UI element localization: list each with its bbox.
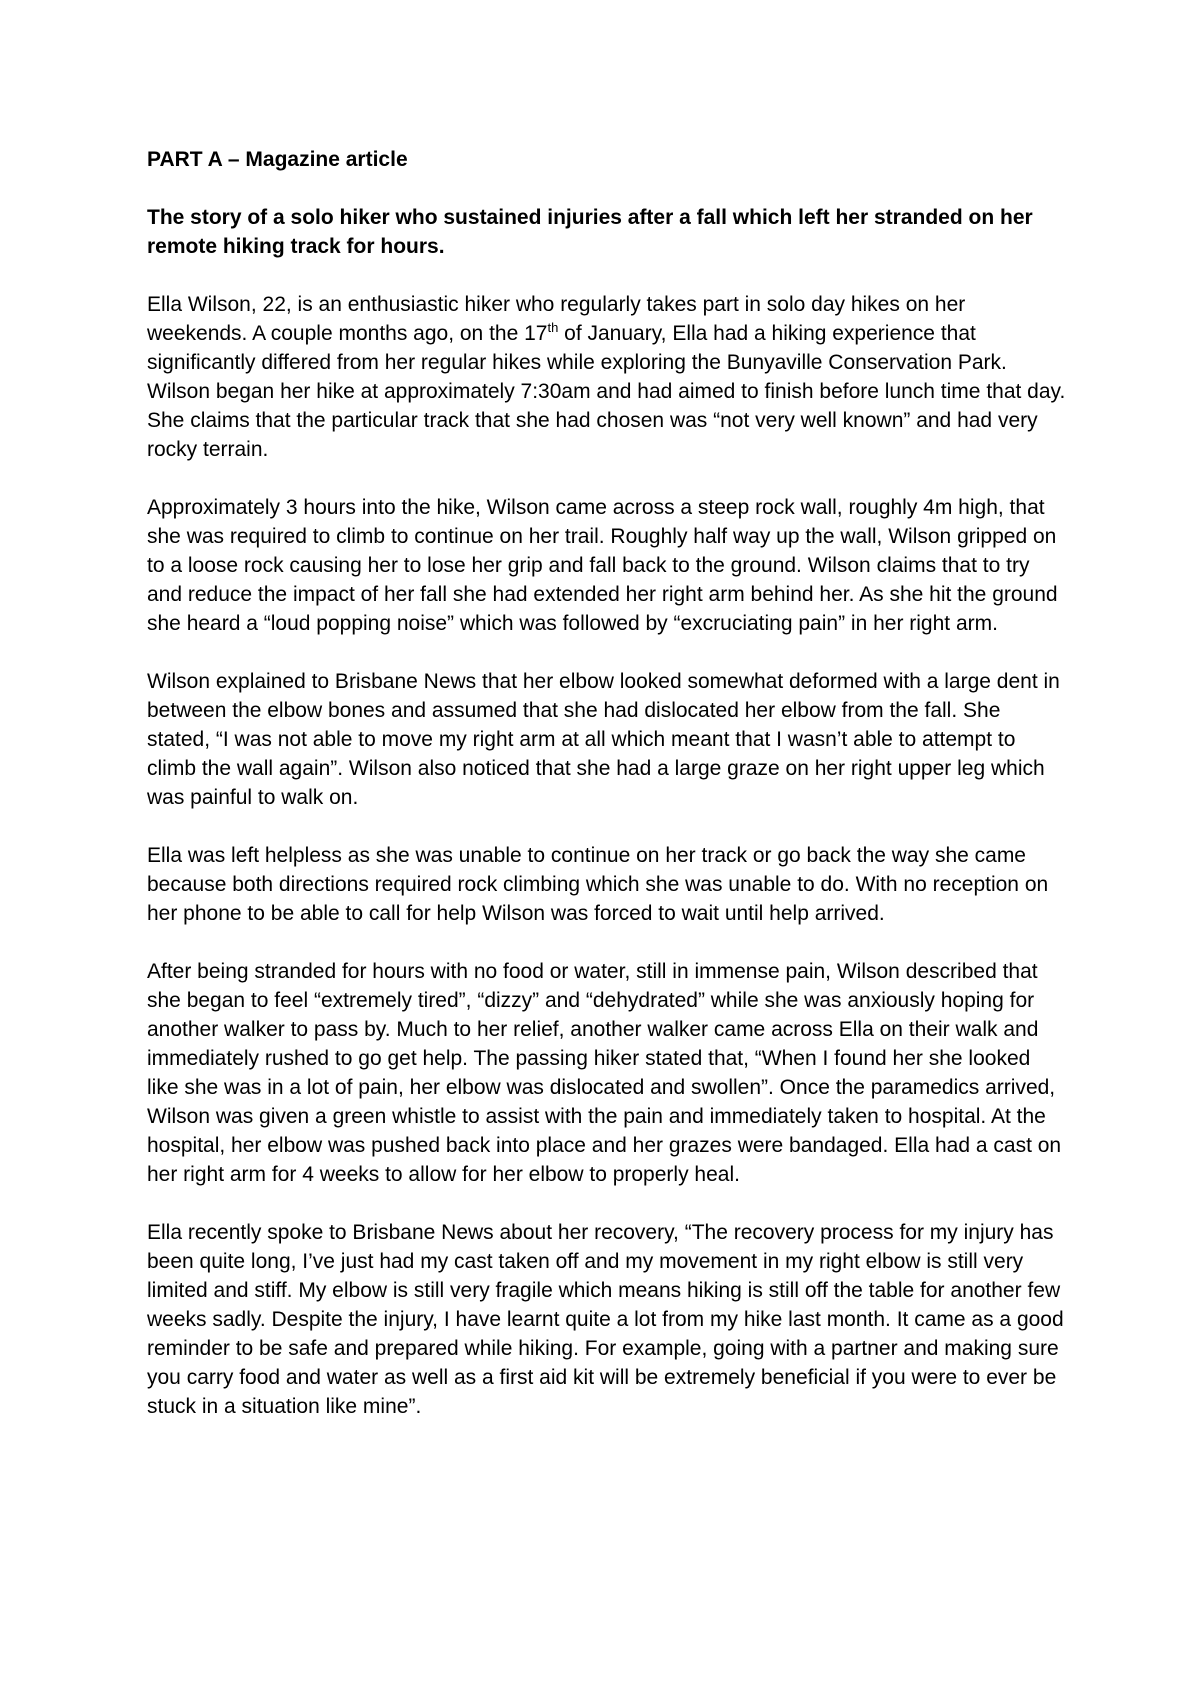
part-title: PART A – Magazine article (147, 148, 408, 171)
paragraph-1 (147, 290, 1067, 464)
paragraph-6: Ella recently spoke to Brisbane News about her recovery, “The recovery process for my injury has been quite long, I’ve just had my cast taken off and my movement in my right elbow is still very limited and stiff. My elbow is still very fragile which means hiking is still off the table for another few weeks sadly. Despite the injury, I have learnt quite a lot from my hike last month. It came as a good reminder to be safe and prepared while hiking. For example, going with a partner and making sure you carry food and water as well as a first aid kit will be extremely beneficial if you were to ever be stuck in a situation like mine”. (147, 1221, 1064, 1418)
document-page (147, 145, 1067, 1450)
paragraph-1-text-a: Ella Wilson, 22, is an enthusiastic hiker who regularly takes part in solo day hikes on her weekends. A couple months ago, on the 17 (147, 293, 966, 345)
paragraph-1-text-b: of January, Ella had a hiking experience that significantly differed from her regular hikes while exploring the Bunyaville Conservation Park. Wilson began her hike at approximately 7:30am and had aimed to finish before lunch time that day. She claims that the particular track that she had chosen was “not very well known” and had very rocky terrain. (147, 322, 1066, 461)
ordinal-suffix: th (547, 320, 559, 335)
paragraph-3: Wilson explained to Brisbane News that her elbow looked somewhat deformed with a large dent in between the elbow bones and assumed that she had dislocated her elbow from the fall. She stated, “I was not able to move my right arm at all which meant that I wasn’t able to attempt to climb the wall again”. Wilson also noticed that she had a large graze on her right upper leg which was painful to walk on. (147, 670, 1060, 809)
paragraph-4: Ella was left helpless as she was unable to continue on her track or go back the way she came because both directions required rock climbing which she was unable to do. With no reception on her phone to be able to call for help Wilson was forced to wait until help arrived. (147, 844, 1049, 925)
paragraph-2: Approximately 3 hours into the hike, Wilson came across a steep rock wall, roughly 4m high, that she was required to climb to continue on her trail. Roughly half way up the wall, Wilson gripped on to a loose rock causing her to lose her grip and fall back to the ground. Wilson claims that to try and reduce the impact of her fall she had extended her right arm behind her. As she hit the ground she heard a “loud popping noise” which was followed by “excruciating pain” in her right arm. (147, 496, 1058, 635)
article-subtitle: The story of a solo hiker who sustained injuries after a fall which left her stranded on her remote hiking track for hours. (147, 206, 1033, 258)
paragraph-5: After being stranded for hours with no food or water, still in immense pain, Wilson described that she began to feel “extremely tired”, “dizzy” and “dehydrated” while she was anxiously hoping for another walker to pass by. Much to her relief, another walker came across Ella on their walk and immediately rushed to go get help. The passing hiker stated that, “When I found her she looked like she was in a lot of pain, her elbow was dislocated and swollen”. Once the paramedics arrived, Wilson was given a green whistle to assist with the pain and immediately taken to hospital. At the hospital, her elbow was pushed back into place and her grazes were bandaged. Ella had a cast on her right arm for 4 weeks to allow for her elbow to properly heal. (147, 960, 1062, 1186)
